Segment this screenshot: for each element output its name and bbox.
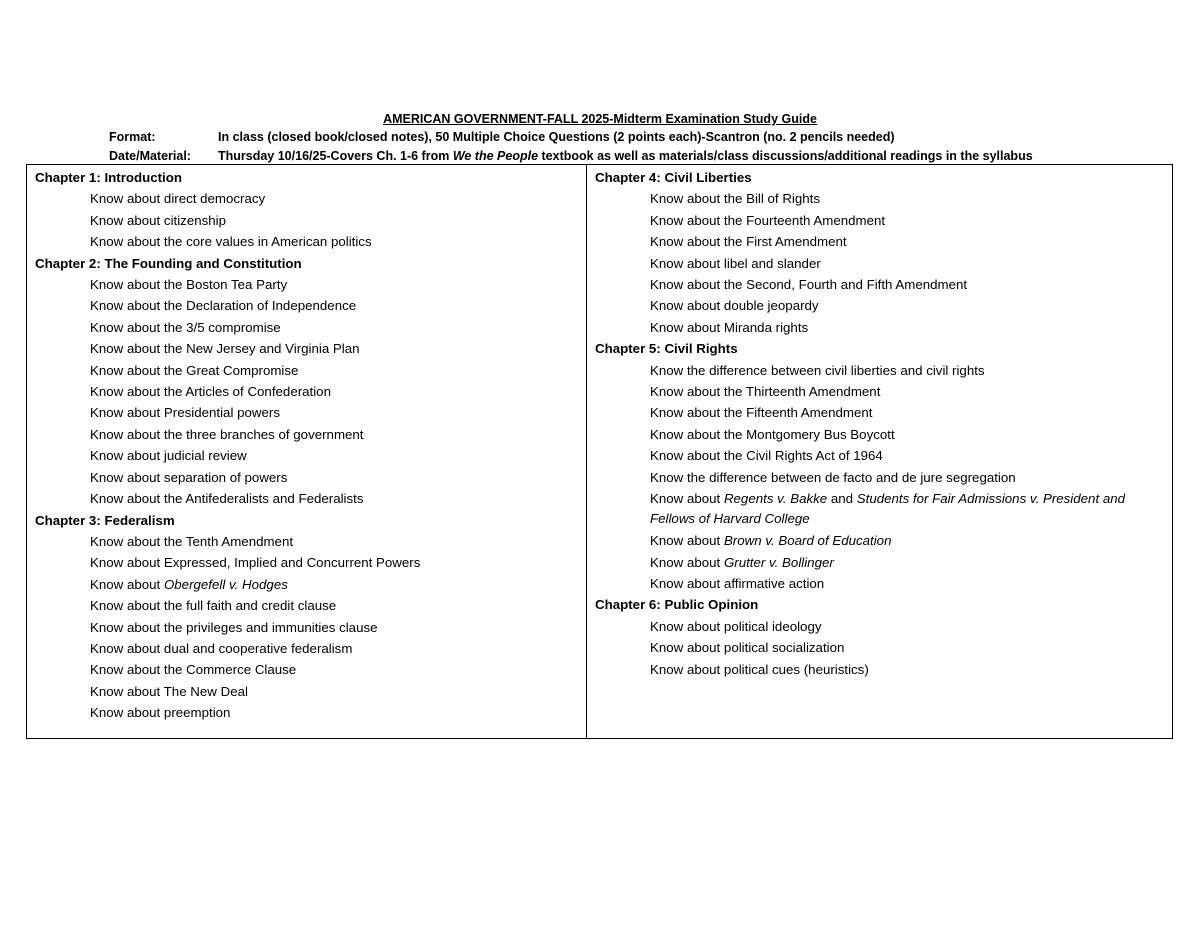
chapter-1-heading: Chapter 1: Introduction	[35, 170, 182, 185]
topic-item-prefix: Know about	[650, 533, 724, 549]
topic-item-prefix: Know about	[90, 576, 164, 592]
topic-item: Know about the Montgomery Bus Boycott	[650, 426, 895, 442]
topic-item: Know about the Thirteenth Amendment	[650, 384, 881, 400]
chapter-3-heading: Chapter 3: Federalism	[35, 512, 175, 528]
format-row	[109, 129, 895, 145]
topic-item: Know about the Boston Tea Party	[90, 277, 288, 293]
topic-item: Know about affirmative action	[650, 575, 825, 591]
topic-item-prefix: Know about	[650, 554, 724, 570]
topic-item: Know about the Fourteenth Amendment	[650, 212, 886, 228]
document-title: AMERICAN GOVERNMENT-FALL 2025-Midterm Examination Study Guide	[383, 112, 817, 126]
topic-item: Know about the Civil Rights Act of 1964	[650, 448, 883, 464]
topic-item: Know about citizenship	[90, 212, 227, 228]
topic-item: Know about the New Jersey and Virginia Plan	[90, 341, 360, 357]
topic-item: Know about the three branches of government	[90, 426, 364, 442]
topic-item: Know about the Antifederalists and Federalists	[90, 491, 364, 507]
topic-item: Know about the Declaration of Independence	[90, 298, 357, 314]
case-name: Students for Fair Admissions v. President and Fellows of Harvard College	[650, 491, 1126, 527]
topic-item: Know about judicial review	[90, 448, 247, 464]
topic-item: Know about preemption	[90, 705, 231, 721]
topic-item: Know about political ideology	[650, 618, 822, 634]
date-material-label: Date/Material:	[109, 149, 191, 163]
topic-item: Know about dual and cooperative federalism	[90, 640, 353, 656]
topic-item: Know about the Tenth Amendment	[90, 533, 294, 549]
column-divider	[586, 165, 587, 738]
topic-item: Know about the Bill of Rights	[650, 191, 821, 207]
case-name: Regents v. Bakke	[723, 491, 828, 507]
topic-item-obergefell	[35, 574, 583, 595]
topic-item: Know the difference between civil liberties and civil rights	[650, 362, 985, 378]
topic-item: Know about political cues (heuristics)	[650, 661, 869, 677]
chapter-2-heading: Chapter 2: The Founding and Constitution	[35, 255, 302, 271]
chapter-6-heading: Chapter 6: Public Opinion	[595, 597, 759, 613]
textbook-title: We the People	[452, 149, 539, 163]
topic-item-grutter	[595, 552, 1170, 573]
topic-item-regents-sffa	[595, 488, 1170, 530]
topic-item: Know about direct democracy	[90, 191, 266, 207]
topic-item: Know about the First Amendment	[650, 234, 847, 250]
topic-item-conjunction: and	[827, 491, 857, 507]
date-material-value	[218, 149, 1033, 163]
topic-item: Know about libel and slander	[650, 255, 821, 271]
topic-item: Know the difference between de facto and de jure segregation	[650, 469, 1016, 485]
topic-item: Know about political socialization	[650, 640, 845, 656]
format-value: In class (closed book/closed notes), 50 Multiple Choice Questions (2 points each)-Scantron (no. 2 pencils needed)	[218, 130, 895, 144]
date-value-pre: Thursday 10/16/25-Covers Ch. 1-6 from	[218, 149, 453, 163]
study-guide-table	[26, 164, 1173, 739]
case-name: Obergefell v. Hodges	[163, 576, 288, 592]
format-label: Format:	[109, 130, 156, 144]
topic-item: Know about the privileges and immunities clause	[90, 619, 378, 635]
case-name: Grutter v. Bollinger	[723, 554, 834, 570]
topic-item: Know about Expressed, Implied and Concurrent Powers	[90, 555, 421, 571]
left-column	[35, 167, 583, 724]
chapter-5-heading: Chapter 5: Civil Rights	[595, 341, 738, 357]
topic-item: Know about the Commerce Clause	[90, 662, 297, 678]
topic-item-prefix: Know about	[650, 491, 724, 507]
topic-item: Know about Miranda rights	[650, 319, 809, 335]
topic-item: Know about the full faith and credit clause	[90, 598, 337, 614]
topic-item: Know about the Great Compromise	[90, 362, 299, 378]
right-column	[595, 167, 1170, 680]
topic-item: Know about double jeopardy	[650, 298, 819, 314]
topic-item: Know about the Second, Fourth and Fifth Amendment	[650, 277, 968, 293]
topic-item: Know about Presidential powers	[90, 405, 280, 421]
case-name: Brown v. Board of Education	[723, 533, 892, 549]
topic-item-brown	[595, 530, 1170, 551]
topic-item: Know about the Fifteenth Amendment	[650, 405, 873, 421]
date-material-row	[109, 148, 1033, 164]
topic-item: Know about separation of powers	[90, 469, 288, 485]
date-value-post: textbook as well as materials/class discussions/additional readings in the syllabus	[538, 149, 1033, 163]
topic-item: Know about the Articles of Confederation	[90, 384, 331, 400]
topic-item: Know about The New Deal	[90, 683, 248, 699]
topic-item: Know about the 3/5 compromise	[90, 319, 281, 335]
chapter-4-heading: Chapter 4: Civil Liberties	[595, 170, 752, 185]
topic-item: Know about the core values in American politics	[90, 234, 372, 250]
